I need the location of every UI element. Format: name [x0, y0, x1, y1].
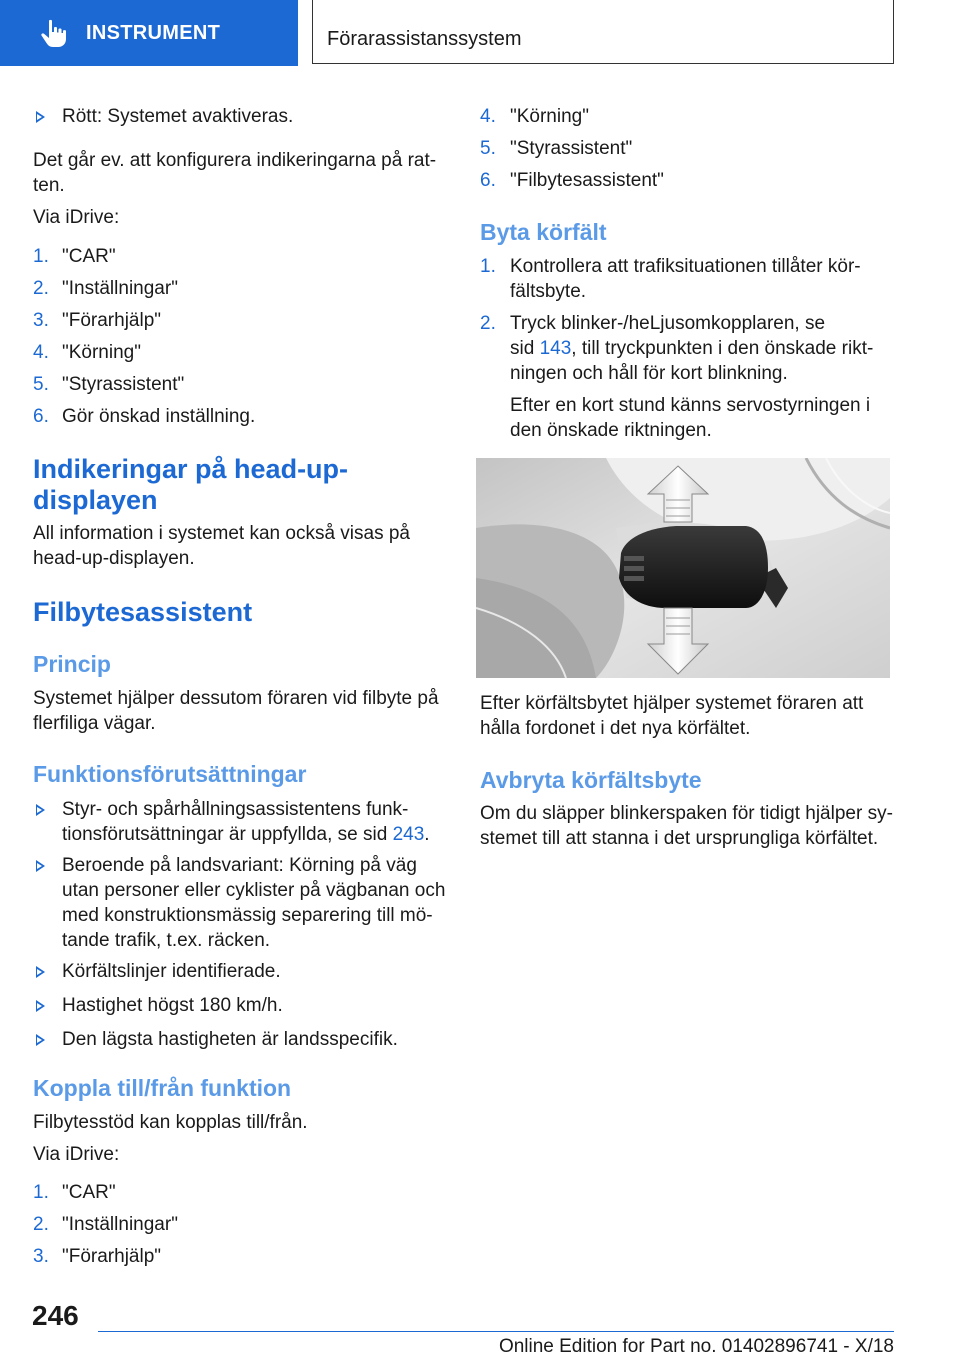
list-number: 2. — [480, 313, 496, 334]
bullet-text: med konstruktionsmässig separering till mö- — [62, 905, 433, 926]
list-number: 4. — [480, 106, 496, 127]
hand-pointer-icon — [38, 18, 68, 48]
list-item: "Inställningar" — [62, 278, 178, 299]
paragraph-line: Efter körfältsbytet hjälper systemet föraren att — [480, 693, 864, 714]
paragraph-line: Om du släpper blinkerspaken för tidigt hjälper sy- — [480, 803, 893, 824]
paragraph-line: ten. — [33, 175, 65, 196]
page-link[interactable]: 243 — [392, 824, 425, 845]
bullet-text: Rött: Systemet avaktiveras. — [62, 106, 294, 127]
bullet-text: Beroende på landsvariant: Körning på väg — [62, 855, 417, 876]
list-item: "Inställningar" — [62, 1214, 178, 1235]
step-text: ningen och håll för kort blinkning. — [510, 363, 788, 384]
bullet-triangle-icon — [36, 111, 45, 123]
paragraph-line: Filbytesstöd kan kopplas till/från. — [33, 1112, 308, 1133]
paragraph-line: head-up-displayen. — [33, 548, 195, 569]
list-number: 6. — [33, 406, 49, 427]
list-number: 2. — [33, 1214, 49, 1235]
step-note: den önskade riktningen. — [510, 420, 712, 441]
page-number: 246 — [32, 1300, 79, 1331]
list-number: 2. — [33, 278, 49, 299]
section-tab[interactable] — [0, 0, 298, 66]
heading-hud-cont: displayen — [33, 485, 158, 515]
bullet-triangle-icon — [36, 1000, 45, 1012]
bullet-triangle-icon — [36, 1034, 45, 1046]
list-item: "Styrassistent" — [510, 138, 633, 159]
bullet-text: Körfältslinjer identifierade. — [62, 961, 281, 982]
list-item: "Förarhjälp" — [62, 310, 162, 331]
list-item: "Körning" — [62, 342, 141, 363]
heading-koppla: Koppla till/från funktion — [33, 1075, 292, 1101]
list-item: "Styrassistent" — [62, 374, 185, 395]
page-link[interactable]: 143 — [539, 338, 572, 359]
step-text: fältsbyte. — [510, 281, 587, 302]
edition-footer: Online Edition for Part no. 01402896741 - X/18 — [498, 1336, 894, 1357]
section-label: INSTRUMENT — [86, 21, 221, 44]
bullet-triangle-icon — [36, 966, 45, 978]
heading-funktionsforutsattningar: Funktionsförutsättningar — [33, 761, 307, 787]
list-number: 1. — [33, 1182, 49, 1203]
list-number: 6. — [480, 170, 496, 191]
list-number: 5. — [33, 374, 49, 395]
list-item: "CAR" — [62, 246, 116, 267]
bullet-text: Hastighet högst 180 km/h. — [62, 995, 283, 1016]
heading-byta-korfalt: Byta körfält — [480, 219, 607, 245]
heading-hud: Indikeringar på head-up- — [33, 454, 349, 484]
list-number: 1. — [33, 246, 49, 267]
heading-filbytesassistent: Filbytesassistent — [33, 597, 253, 627]
list-number: 1. — [480, 256, 496, 277]
list-number: 3. — [33, 1246, 49, 1267]
bullet-text: Den lägsta hastigheten är landsspecifik. — [62, 1029, 398, 1050]
paragraph-line: flerfiliga vägar. — [33, 713, 156, 734]
chapter-header — [312, 0, 894, 64]
turn-signal-lever-image — [476, 458, 890, 678]
list-item: "CAR" — [62, 1182, 116, 1203]
list-number: 3. — [33, 310, 49, 331]
heading-avbryta: Avbryta körfältsbyte — [480, 767, 702, 793]
list-item: "Körning" — [510, 106, 589, 127]
step-text: Kontrollera att trafiksituationen tillåter kör- — [510, 256, 861, 277]
list-number: 4. — [33, 342, 49, 363]
list-number: 5. — [480, 138, 496, 159]
list-item: Gör önskad inställning. — [62, 406, 256, 427]
via-idrive-label: Via iDrive: — [33, 207, 120, 228]
list-item: "Förarhjälp" — [62, 1246, 162, 1267]
bullet-triangle-icon — [36, 804, 45, 816]
footer-divider — [98, 1331, 894, 1332]
bullet-triangle-icon — [36, 860, 45, 872]
paragraph-line: Det går ev. att konfigurera indikeringarna på rat- — [33, 150, 437, 171]
heading-princip: Princip — [33, 651, 111, 677]
paragraph-line: hålla fordonet i det nya körfältet. — [480, 718, 751, 739]
paragraph-line: stemet till att stanna i det ursprungliga körfältet. — [480, 828, 879, 849]
paragraph-line: All information i systemet kan också visas på — [33, 523, 410, 544]
step-note: Efter en kort stund känns servostyrningen i — [510, 395, 871, 416]
paragraph-line: Systemet hjälper dessutom föraren vid filbyte på — [33, 688, 439, 709]
step-text: Tryck blinker-/heLjusomkopplaren, se — [510, 313, 826, 334]
list-item: "Filbytesassistent" — [510, 170, 664, 191]
bullet-text: tionsförutsättningar är uppfyllda, se sid 243. — [62, 824, 430, 845]
bullet-text: Styr- och spårhållningsassistentens funk- — [62, 799, 409, 820]
via-idrive-label: Via iDrive: — [33, 1144, 120, 1165]
bullet-text: utan personer eller cyklister på vägbanan och — [62, 880, 446, 901]
bullet-text: tande trafik, t.ex. räcken. — [62, 930, 271, 951]
chapter-title: Förarassistanssystem — [327, 28, 522, 50]
step-text: sid 143, till tryckpunkten i den önskade rikt- — [510, 338, 874, 359]
